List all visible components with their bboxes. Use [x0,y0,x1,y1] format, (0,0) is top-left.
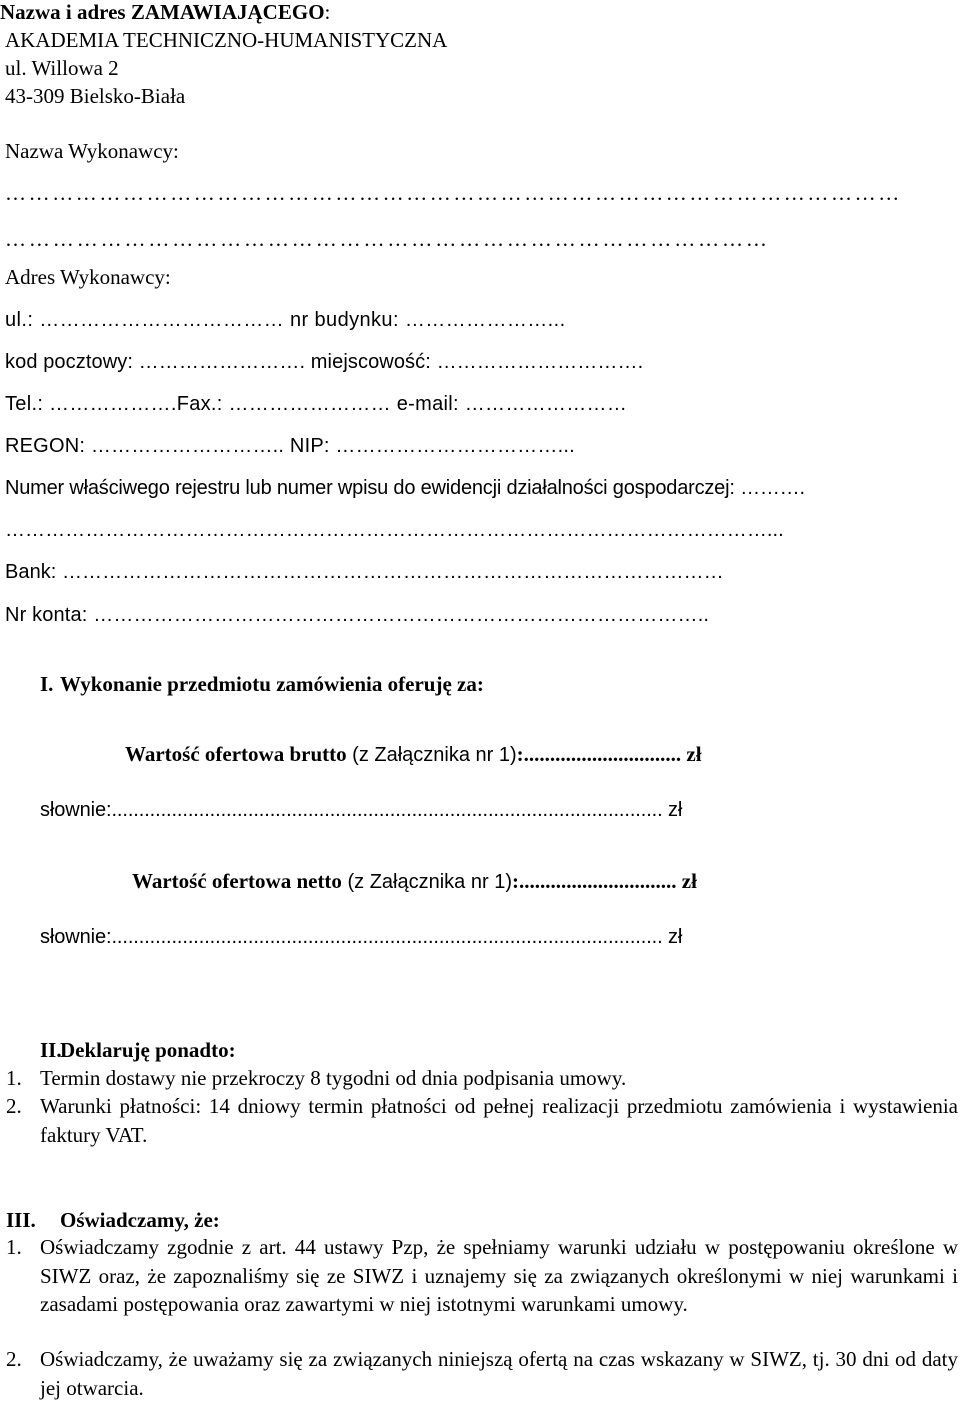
buyer-city: 43-309 Bielsko-Biała [5,84,186,108]
postcode-city-line[interactable]: kod pocztowy: ……………………. miejscowość: …………………………. [5,351,644,373]
brutto-in-words-line[interactable]: słownie:..................................................................................................... zł [40,799,683,821]
contractor-name-label: Nazwa Wykonawcy: [5,139,179,163]
section2-item2-number: 2. [6,1094,22,1118]
netto-ref: (z Załącznika nr 1) [341,871,512,893]
buyer-heading-colon: : [324,0,331,24]
section3-numeral: III. [6,1208,36,1232]
section3-item1: Oświadczamy zgodnie z art. 44 ustawy Pzp, że spełniamy warunki udziału w postępowaniu określone w SIWZ oraz, że zapoznaliśmy się ze SIWZ i uznajemy się za związanych określonymi w niej warunkami i zasadami postępowania oraz zawartymi w niej istotnymi warunkami umowy. [40,1235,958,1316]
buyer-street: ul. Willowa 2 [5,56,119,80]
section2-title: Deklaruję ponadto: [60,1038,236,1062]
brutto-value[interactable]: :.............................. zł [516,742,702,766]
buyer-heading-label: Nazwa i adres ZAMAWIAJĄCEGO [0,0,325,24]
tel-fax-email-line[interactable]: Tel.: ……………….Fax.: …………………… e-mail: …………………… [5,393,628,415]
brutto-label: Wartość ofertowa brutto [125,742,347,766]
contractor-name-line1[interactable]: …………………………………………………………………………………………………… [5,181,902,205]
netto-label: Wartość ofertowa netto [132,869,342,893]
section3-item1-number: 1. [6,1235,22,1259]
bank-line[interactable]: Bank: ……………………………………………………………………………………… [5,561,724,583]
netto-line[interactable] [132,869,697,894]
section2-numeral: II. [40,1038,62,1062]
account-line[interactable]: Nr konta: ……………………………………………………………………………….. [5,604,710,626]
section3-item2-number: 2. [6,1347,22,1371]
contractor-address-label: Adres Wykonawcy: [5,265,171,289]
contractor-name-line2[interactable]: …………………………………………………………………………………… [5,227,770,251]
section1-title: Wykonanie przedmiotu zamówienia oferuję za: [60,672,484,696]
section1-numeral: I. [40,672,54,696]
buyer-name: AKADEMIA TECHNICZNO-HUMANISTYCZNA [5,28,448,52]
regon-nip-line[interactable]: REGON: ……………………….. NIP: ……………………………... [5,435,575,457]
section2-item1-number: 1. [6,1066,22,1090]
street-number-line[interactable]: ul.: ……………………………… nr budynku: …………………... [5,309,566,331]
registry-line[interactable]: Numer właściwego rejestru lub numer wpisu do ewidencji działalności gospodarczej: ………. [5,477,805,499]
section2-item2: Warunki płatności: 14 dniowy termin płatności od pełnej realizacji przedmiotu zamówienia i wystawienia faktury VAT. [40,1094,958,1147]
registry-continuation-line[interactable]: ……………………………………………………………………………………………………... [5,519,784,541]
section2-item1: Termin dostawy nie przekroczy 8 tygodni od dnia podpisania umowy. [40,1066,627,1090]
section3-item2: Oświadczamy, że uważamy się za związanych niniejszą ofertą na czas wskazany w SIWZ, tj. 30 dni od daty jej otwarcia. [40,1347,958,1400]
buyer-heading [0,0,330,24]
netto-in-words-line[interactable]: słownie:..................................................................................................... zł [40,926,683,948]
brutto-ref: (z Załącznika nr 1) [346,744,517,766]
section3-title: Oświadczamy, że: [60,1208,220,1232]
netto-value[interactable]: :.............................. zł [512,869,697,893]
brutto-line[interactable] [125,742,702,767]
